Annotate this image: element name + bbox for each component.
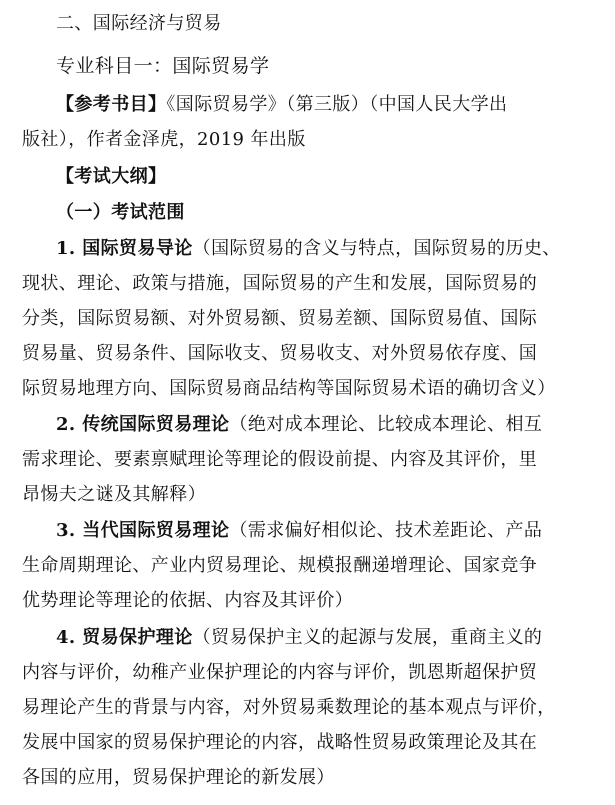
section-2-line-3: 昂惕夫之谜及其解释）: [22, 484, 206, 505]
section-3-title: 3. 当代国际贸易理论: [56, 520, 230, 541]
section-1-line-3: 分类，国际贸易额、对外贸易额、贸易差额、国际贸易值、国际: [22, 308, 538, 329]
outline-label: 【考试大纲】: [56, 166, 167, 187]
reference-label: 【参考书目】: [56, 94, 167, 115]
section-4-line-2: 内容与评价，幼稚产业保护理论的内容与评价，凯恩斯超保护贸: [22, 662, 538, 683]
section-3-line-3: 优势理论等理论的依据、内容及其评价）: [22, 590, 354, 611]
section-1-line-4: 贸易量、贸易条件、国际收支、贸易收支、对外贸易依存度、国: [22, 343, 538, 364]
section-4-title: 4. 贸易保护理论: [56, 627, 193, 648]
subject-title: 专业科目一：国际贸易学: [56, 55, 270, 77]
section-heading: 二、国际经济与贸易: [56, 13, 222, 34]
reference-line-2: 版社），作者金泽虎，2019 年出版: [22, 129, 306, 150]
reference-text: 《国际贸易学》（第三版）（中国人民大学出: [166, 94, 508, 115]
section-2-line-2: 需求理论、要素禀赋理论等理论的假设前提、内容及其评价，里: [22, 449, 538, 470]
scope-label: （一）考试范围: [56, 202, 185, 223]
section-4-line-4: 发展中国家的贸易保护理论的内容，战略性贸易政策理论及其在: [22, 732, 538, 753]
section-2-title: 2. 传统国际贸易理论: [56, 414, 230, 435]
reference-line-1: [56, 92, 593, 118]
section-1-title: 1. 国际贸易导论: [56, 238, 193, 259]
section-3-line-2: 生命周期理论、产业内贸易理论、规模报酬递增理论、国家竞争: [22, 555, 538, 576]
section-3-line-1: 3. 当代国际贸易理论（需求偏好相似论、技术差距论、产品: [56, 520, 543, 541]
section-1-line-1: 1. 国际贸易导论（国际贸易的含义与特点，国际贸易的历史、: [56, 238, 561, 259]
section-4-line-1: 4. 贸易保护理论（贸易保护主义的起源与发展，重商主义的: [56, 627, 543, 648]
section-4-line-3: 易理论产生的背景与内容，对外贸易乘数理论的基本观点与评价，: [22, 697, 556, 718]
section-1-line-2: 现状、理论、政策与措施，国际贸易的产生和发展，国际贸易的: [22, 273, 538, 294]
section-2-line-1: 2. 传统国际贸易理论（绝对成本理论、比较成本理论、相互: [56, 414, 543, 435]
section-4-line-5: 各国的应用，贸易保护理论的新发展）: [22, 767, 335, 788]
section-1-line-5: 际贸易地理方向、国际贸易商品结构等国际贸易术语的确切含义）: [22, 378, 556, 399]
